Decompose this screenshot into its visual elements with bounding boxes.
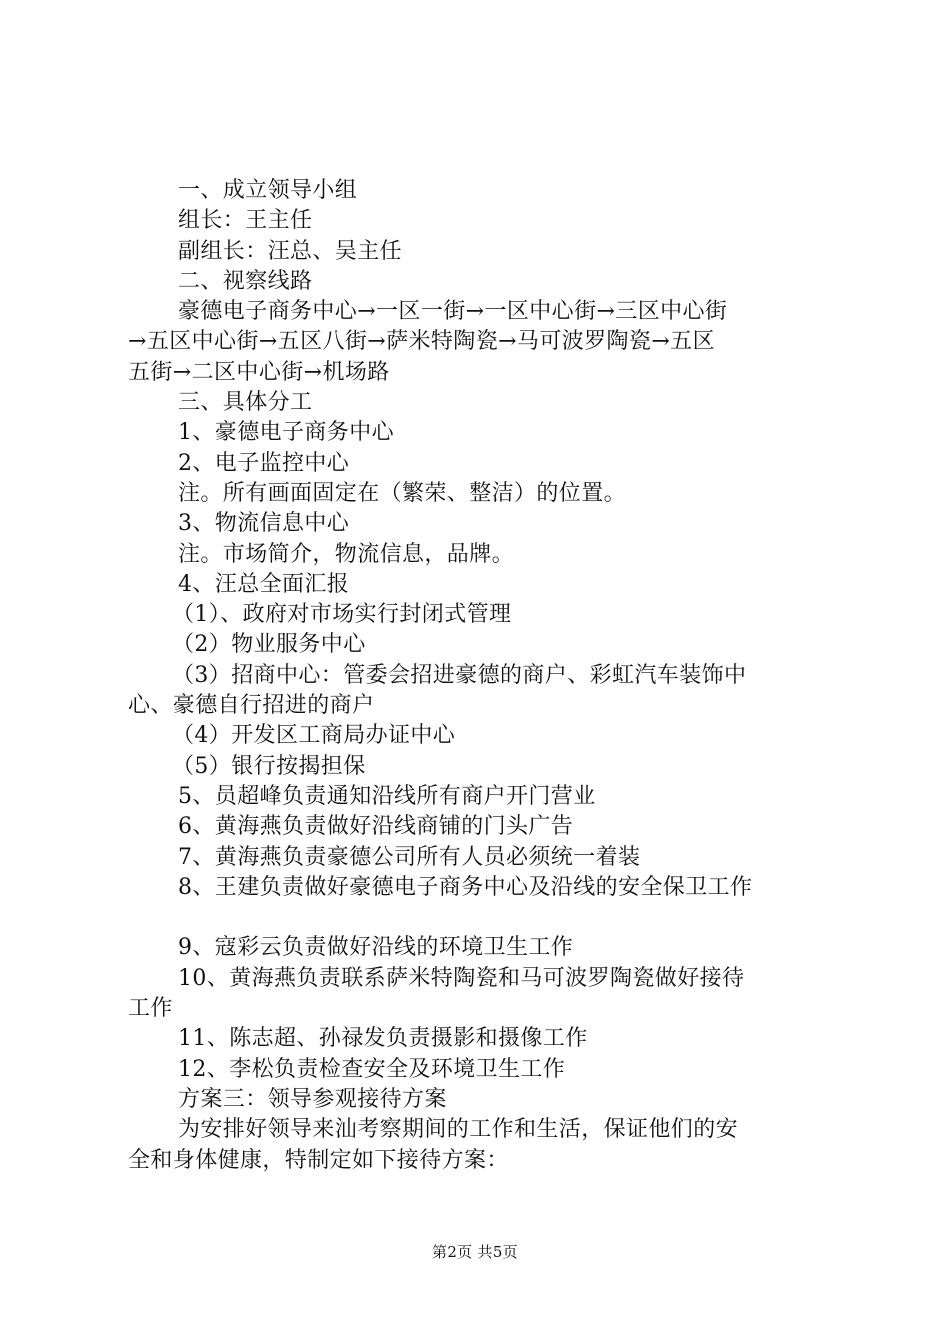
list-item: 9、寇彩云负责做好沿线的环境卫生工作 <box>178 935 574 961</box>
list-item: 8、王建负责做好豪德电子商务中心及沿线的安全保卫工作 <box>178 874 753 900</box>
text-line: 组长：王主任 <box>178 208 313 234</box>
sub-list-item: （3）招商中心：管委会招进豪德的商户、彩虹汽车装饰中 <box>172 662 747 688</box>
list-item: 11、陈志超、孙禄发负责摄影和摄像工作 <box>178 1026 588 1052</box>
section-heading-leadership-group: 一、成立领导小组 <box>178 178 358 203</box>
list-item: 4、汪总全面汇报 <box>178 571 350 597</box>
text-line: 副组长：汪总、吴主任 <box>178 238 403 264</box>
sub-list-item: （5）银行按揭担保 <box>172 753 366 779</box>
text-line: 工作 <box>128 996 173 1022</box>
section-heading-inspection-route: 二、视察线路 <box>178 268 313 294</box>
sub-list-item: （4）开发区工商局办证中心 <box>172 723 456 749</box>
list-item: 10、黄海燕负责联系萨米特陶瓷和马可波罗陶瓷做好接待 <box>178 965 745 991</box>
page-footer: 第2页 共5页 <box>432 1243 518 1261</box>
text-line: 五街→二区中心街→机场路 <box>128 359 390 385</box>
section-heading-division-of-work: 三、具体分工 <box>178 390 313 416</box>
list-item: 7、黄海燕负责豪德公司所有人员必须统一着装 <box>178 844 641 870</box>
text-line: 心、豪德自行招进的商户 <box>128 693 375 719</box>
text-line: 豪德电子商务中心→一区一街→一区中心街→三区中心街 <box>178 299 728 325</box>
list-item: 3、物流信息中心 <box>178 511 350 537</box>
note-line: 注。所有画面固定在（繁荣、整洁）的位置。 <box>178 480 627 506</box>
section-heading-plan-three: 方案三：领导参观接待方案 <box>178 1086 447 1112</box>
paragraph-line: 全和身体健康，特制定如下接待方案： <box>128 1147 509 1173</box>
list-item: 1、豪德电子商务中心 <box>178 420 394 446</box>
list-item: 12、李松负责检查安全及环境卫生工作 <box>178 1056 566 1082</box>
list-item: 2、电子监控中心 <box>178 450 350 476</box>
note-line: 注。市场简介，物流信息，品牌。 <box>178 541 515 567</box>
blank-line <box>128 903 832 933</box>
document-body <box>128 176 832 1176</box>
sub-list-item: （1）、政府对市场实行封闭式管理 <box>172 602 512 628</box>
sub-list-item: （2）物业服务中心 <box>172 632 366 658</box>
list-item: 6、黄海燕负责做好沿线商铺的门头广告 <box>178 814 574 840</box>
paragraph-line: 为安排好领导来汕考察期间的工作和生活，保证他们的安 <box>178 1117 739 1143</box>
text-line: →五区中心街→五区八街→萨米特陶瓷→马可波罗陶瓷→五区 <box>128 329 715 355</box>
list-item: 5、员超峰负责通知沿线所有商户开门营业 <box>178 783 596 809</box>
